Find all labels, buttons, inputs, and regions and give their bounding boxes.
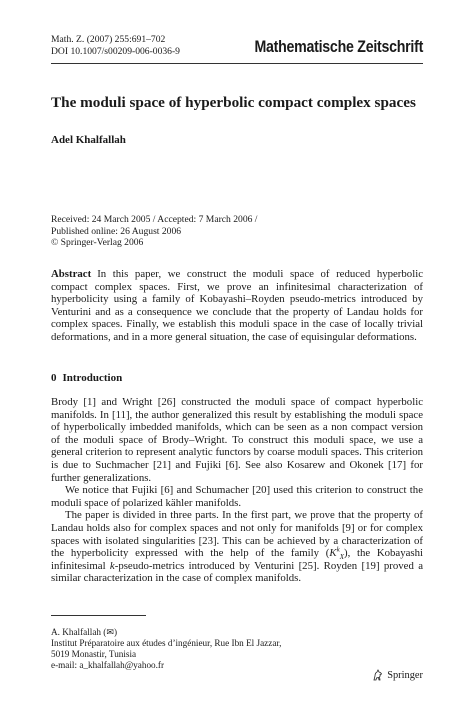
footnote-rule [51, 615, 146, 616]
abstract [51, 268, 423, 344]
paragraph-1: Brody [1] and Wright [26] constructed the moduli space of compact hyperbolic manifolds. In [11], the author generalized this result by establishing the moduli space of hyperbolically imbedded manifolds, which can be seen as a non compact version of the moduli space of Brody–Wright. To construct this moduli space, we use a general criterion to represent analytic functors by coarse moduli spaces. This criterion is due to Suchmacher [21] and Fujiki [6]. See also Kosarew and Okonek [17] for further generalizations. [51, 396, 423, 484]
author-affiliation [51, 627, 281, 671]
paragraph-2: We notice that Fujiki [6] and Schumacher [20] used this criterion to construct the moduli space of polarized kähler manifolds. [51, 484, 423, 509]
publisher-name: Springer [387, 669, 423, 681]
publisher-mark [372, 669, 423, 681]
abstract-label: Abstract [51, 268, 92, 280]
springer-horse-icon [372, 669, 384, 681]
paragraph-3: The paper is divided in three parts. In the first part, we prove that the property of Landau holds also for complex spaces and not only for manifolds [9] or for complex spaces with isolated singularities [23]. This can be achieved by a characterization of the hyperbolicity expressed with the help of the family $(K^k_X)$, the Kobayashi infinitesimal k-pseudo-metrics introduced by Venturini [25]. Royden [19] proved a similar characterization in the case of complex manifolds. [51, 509, 423, 585]
author-name: Adel Khalfallah [51, 134, 126, 146]
email: e-mail: a_khalfallah@yahoo.fr [51, 660, 165, 670]
header-rule [51, 63, 423, 64]
journal-name: Mathematische Zeitschrift [254, 38, 423, 56]
section-heading [51, 372, 122, 384]
article-title: The moduli space of hyperbolic compact complex spaces [51, 94, 416, 111]
dates-line-published: Published online: 26 August 2006 [51, 225, 182, 237]
abstract-text: In this paper, we construct the moduli space of reduced hyperbolic compact complex spaces. First, we prove an infinitesimal characterization of hyperbolicity using a family of Kobayashi–Royden pseudo-metrics introduced by Venturini and as a consequence we conclude that the property of Landau holds for complex spaces. Finally, we establish this moduli space in the case of locally trivial deformations, and in a more general situation, the case of equisingular deformations. [51, 268, 423, 343]
publication-dates [51, 214, 257, 249]
article-metadata [51, 34, 180, 58]
institution: Institut Préparatoire aux études d’ingénieur, Rue Ibn El Jazzar, [51, 638, 282, 648]
body-text [51, 396, 423, 585]
corresponding-author: A. Khalfallah (✉) [51, 627, 118, 637]
citation-line: Math. Z. (2007) 255:691–702 [51, 34, 166, 45]
math-family: $(K^k_X)$ [325, 545, 348, 562]
dates-line-received: Received: 24 March 2005 / Accepted: 7 March 2006 / [51, 214, 258, 225]
doi-line: DOI 10.1007/s00209-006-0036-9 [51, 46, 180, 57]
address: 5019 Monastir, Tunisia [51, 649, 137, 659]
section-number: 0 [51, 372, 57, 384]
copyright-line: © Springer-Verlag 2006 [51, 237, 144, 249]
section-title: Introduction [62, 372, 123, 384]
